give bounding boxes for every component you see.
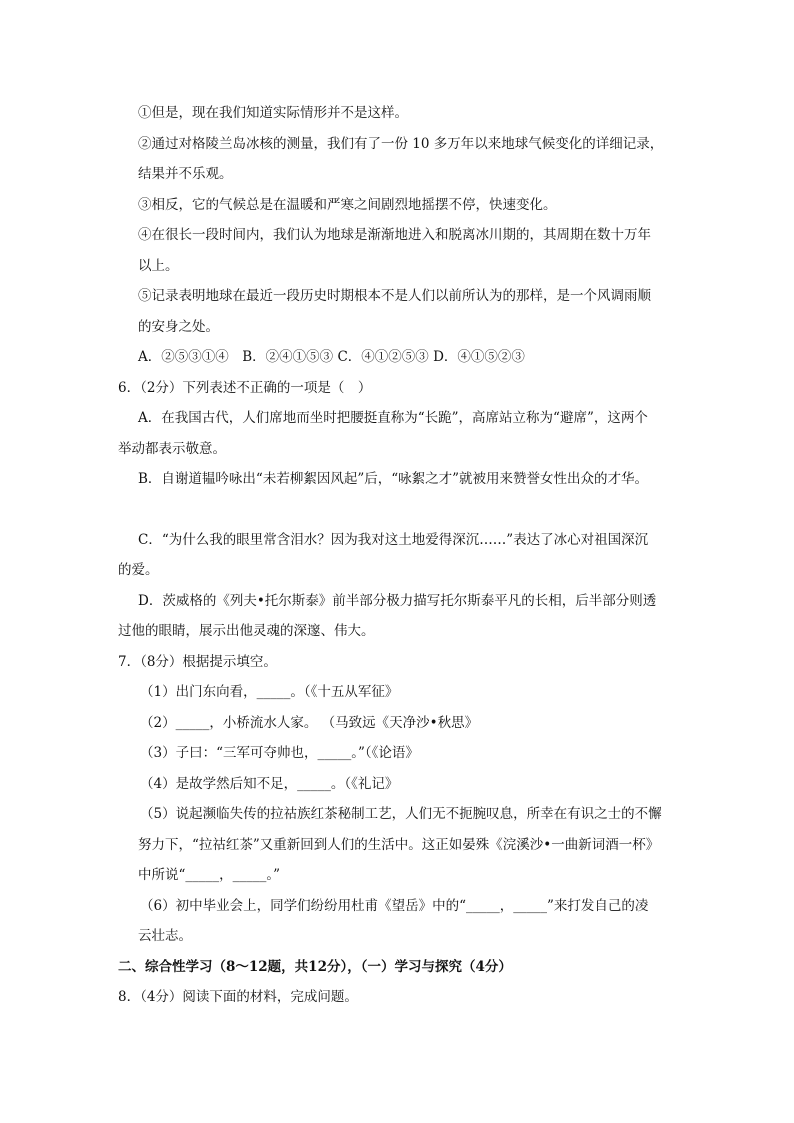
q6-option-d-cont: 过他的眼睛，展示出他灵魂的深邃、伟大。 [118, 623, 375, 639]
q5-sentence-5-cont: 的安身之处。 [138, 318, 219, 335]
q6-stem: 6．（2分）下列表述不正确的一项是（ ） [118, 379, 372, 396]
q7-item-3: （3）子曰：“三军可夺帅也，_____。”（《论语》 [140, 745, 419, 761]
q7-item-2: （2）_____，小桥流水人家。 （马致远《天净沙•秋思》 [140, 714, 479, 731]
section-2-heading: 二、综合性学习（8～12题，共12分），（一）学习与探究（4分） [118, 958, 512, 975]
q7-item-6: （6）初中毕业会上，同学们纷纷用杜甫《望岳》中的“_____，_____”来打发自己的凌 [140, 897, 649, 914]
q5-sentence-5: ⑤记录表明地球在最近一段历史时期根本不是人们以前所认为的那样，是一个风调雨顺 [138, 288, 651, 304]
q7-item-5-cont-1: 努力下，“拉祜红茶”又重新回到人们的生活中。这正如晏殊《浣溪沙•一曲新词酒一杯》 [138, 836, 660, 853]
q7-item-5-cont-2: 中所说“_____，_____。” [138, 867, 281, 883]
q5-sentence-1: ①但是，现在我们知道实际情形并不是这样。 [138, 105, 408, 121]
q5-options: A．②⑤③①④ B．②④①⑤③ C．④①②⑤③ D．④①⑤②③ [138, 349, 525, 365]
q5-sentence-2-cont: 结果并不乐观。 [138, 166, 233, 182]
q6-option-a-cont: 举动都表示敬意。 [118, 440, 226, 457]
q7-item-4: （4）是故学然后知不足，_____。（《礼记》 [140, 775, 399, 792]
q6-option-d: D．茨威格的《列夫•托尔斯泰》前半部分极力描写托尔斯泰平凡的长相，后半部分则透 [138, 592, 657, 609]
q6-option-a: A．在我国古代，人们席地而坐时把腰挺直称为“长跪”，高席站立称为“避席”，这两个 [138, 410, 648, 426]
q5-sentence-4: ④在很长一段时间内，我们认为地球是渐渐地进入和脱离冰川期的，其周期在数十万年 [138, 227, 651, 243]
q5-sentence-2: ②通过对格陵兰岛冰核的测量，我们有了一份 10 多万年以来地球气候变化的详细记录， [138, 135, 664, 152]
q7-item-5: （5）说起濒临失传的拉祜族红茶秘制工艺，人们无不扼腕叹息，所幸在有识之士的不懈 [140, 806, 662, 822]
q6-option-c-cont: 的爱。 [118, 562, 159, 578]
q7-stem: 7．（8分）根据提示填空。 [118, 653, 277, 670]
q6-option-b: B．自谢道韫吟咏出“未若柳絮因风起”后，“咏絮之才”就被用来赞誉女性出众的才华。 [138, 471, 649, 487]
q8-stem: 8．（4分）阅读下面的材料，完成问题。 [118, 989, 358, 1005]
q6-option-c: C．“为什么我的眼里常含泪水？因为我对这土地爱得深沉……”表达了冰心对祖国深沉 [138, 531, 649, 548]
q7-item-1: （1）出门东向看，_____。（《十五从军征》 [140, 684, 399, 700]
spacer [118, 495, 688, 525]
q5-sentence-4-cont: 以上。 [138, 257, 179, 274]
q5-sentence-3: ③相反，它的气候总是在温暖和严寒之间剧烈地摇摆不停，快速变化。 [138, 196, 557, 213]
q7-item-6-cont: 云壮志。 [138, 928, 192, 944]
page-content [118, 98, 688, 1013]
